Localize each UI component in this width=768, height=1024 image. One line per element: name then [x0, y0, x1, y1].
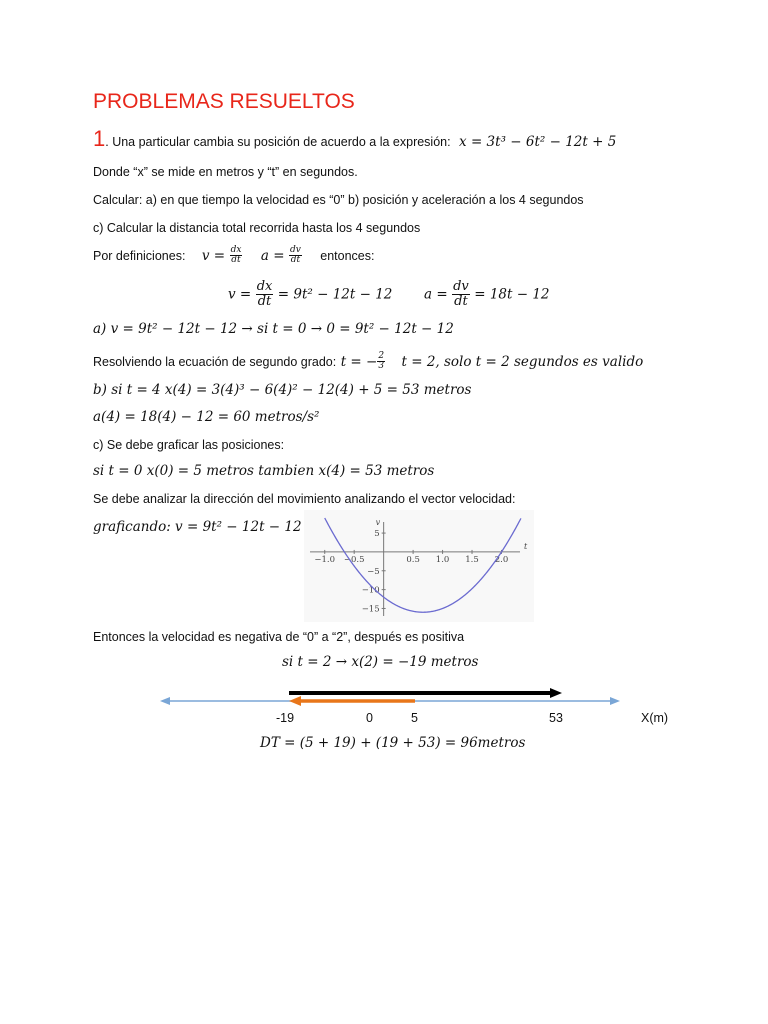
a-def-lhs: a =	[260, 248, 285, 265]
positions-equation: si t = 0 x(0) = 5 metros tambien x(4) = 53 metros	[93, 463, 435, 479]
forward-arrowhead	[550, 688, 562, 698]
chart-x-tick-label: 1.5	[465, 554, 479, 565]
number-line	[160, 684, 620, 714]
chart-y-tick-label: −15	[361, 604, 380, 615]
part-c-line: c) Calcular la distancia total recorrida hasta los 4 segundos	[93, 221, 421, 235]
total-distance-equation: DT = (5 + 19) + (19 + 53) = 96metros	[260, 735, 526, 751]
label-minus-19: -19	[276, 711, 295, 725]
definitions-line	[93, 246, 375, 266]
part-a-equation: a) v = 9t² − 12t − 12 → si t = 0 → 0 = 9t² − 12t − 12	[93, 321, 454, 337]
chart-x-tick-label: −1.0	[314, 554, 336, 565]
v-def-lhs: v =	[201, 248, 226, 265]
conclusion-line: Entonces la velocidad es negativa de “0” a “2”, después es positiva	[93, 630, 465, 644]
position-expression: x = 3t³ − 6t² − 12t + 5	[459, 134, 617, 150]
t2-equation: si t = 2 → x(2) = −19 metros	[282, 654, 479, 670]
definitions-label: Por definiciones:	[93, 249, 186, 264]
chart-x-label: t	[524, 541, 528, 551]
velocity-graph	[304, 510, 534, 622]
problem-number: 1	[93, 126, 106, 151]
problem-statement	[93, 126, 616, 152]
part-b-position: b) si t = 4 x(4) = 3(4)³ − 6(4)² − 12(4) + 5 = 53 metros	[93, 382, 472, 398]
chart-y-tick-label: −10	[361, 585, 380, 596]
graphing-equation: graficando: v = 9t² − 12t − 12	[93, 519, 302, 535]
part-b-acceleration: a(4) = 18(4) − 12 = 60 metros/s²	[93, 409, 320, 425]
label-53: 53	[549, 711, 563, 725]
chart-y-tick-label: 5	[374, 529, 380, 540]
analyze-line: Se debe analizar la dirección del movimiento analizando el vector velocidad:	[93, 492, 516, 506]
graph-background	[304, 510, 534, 622]
axis-left-arrowhead	[160, 697, 170, 705]
chart-x-tick-label: 2.0	[494, 554, 509, 565]
entonces-label: entonces:	[320, 249, 375, 264]
page-title: PROBLEMAS RESUELTOS	[93, 90, 355, 113]
acceleration-derivative: a = $\frac{dv}{dt}$ = 18t − 12	[424, 279, 550, 309]
label-x-m: X(m)	[641, 711, 669, 725]
chart-x-tick-label: 0.5	[406, 554, 420, 565]
chart-x-tick-label: 1.0	[435, 554, 450, 565]
quadratic-solution: Resolviendo la ecuación de segundo grado: t = − $\frac{2}{3}$ t = 2, solo t = 2 segundos es valido	[93, 351, 644, 372]
chart-y-tick-label: −5	[367, 566, 380, 577]
units-line: Donde “x” se mide en metros y “t” en segundos.	[93, 165, 358, 179]
backward-arrowhead	[289, 696, 301, 706]
dx-dt-fraction: $\frac{dx}{dt}$	[230, 245, 242, 266]
label-0: 0	[366, 711, 373, 725]
chart-x-tick-label: −0.5	[343, 554, 365, 565]
problem-intro: . Una particular cambia su posición de acuerdo a la expresión:	[105, 135, 451, 149]
graph-positions-line: c) Se debe graficar las posiciones:	[93, 438, 285, 452]
chart-y-label: v	[375, 518, 381, 527]
velocity-derivative: v = $\frac{dx}{dt}$ = 9t² − 12t − 12	[228, 279, 393, 309]
label-5: 5	[411, 711, 418, 725]
calc-line: Calcular: a) en que tiempo la velocidad es “0” b) posición y aceleración a los 4 segundos	[93, 193, 584, 207]
dv-dt-fraction: $\frac{dv}{dt}$	[289, 245, 301, 266]
axis-right-arrowhead	[610, 697, 620, 705]
